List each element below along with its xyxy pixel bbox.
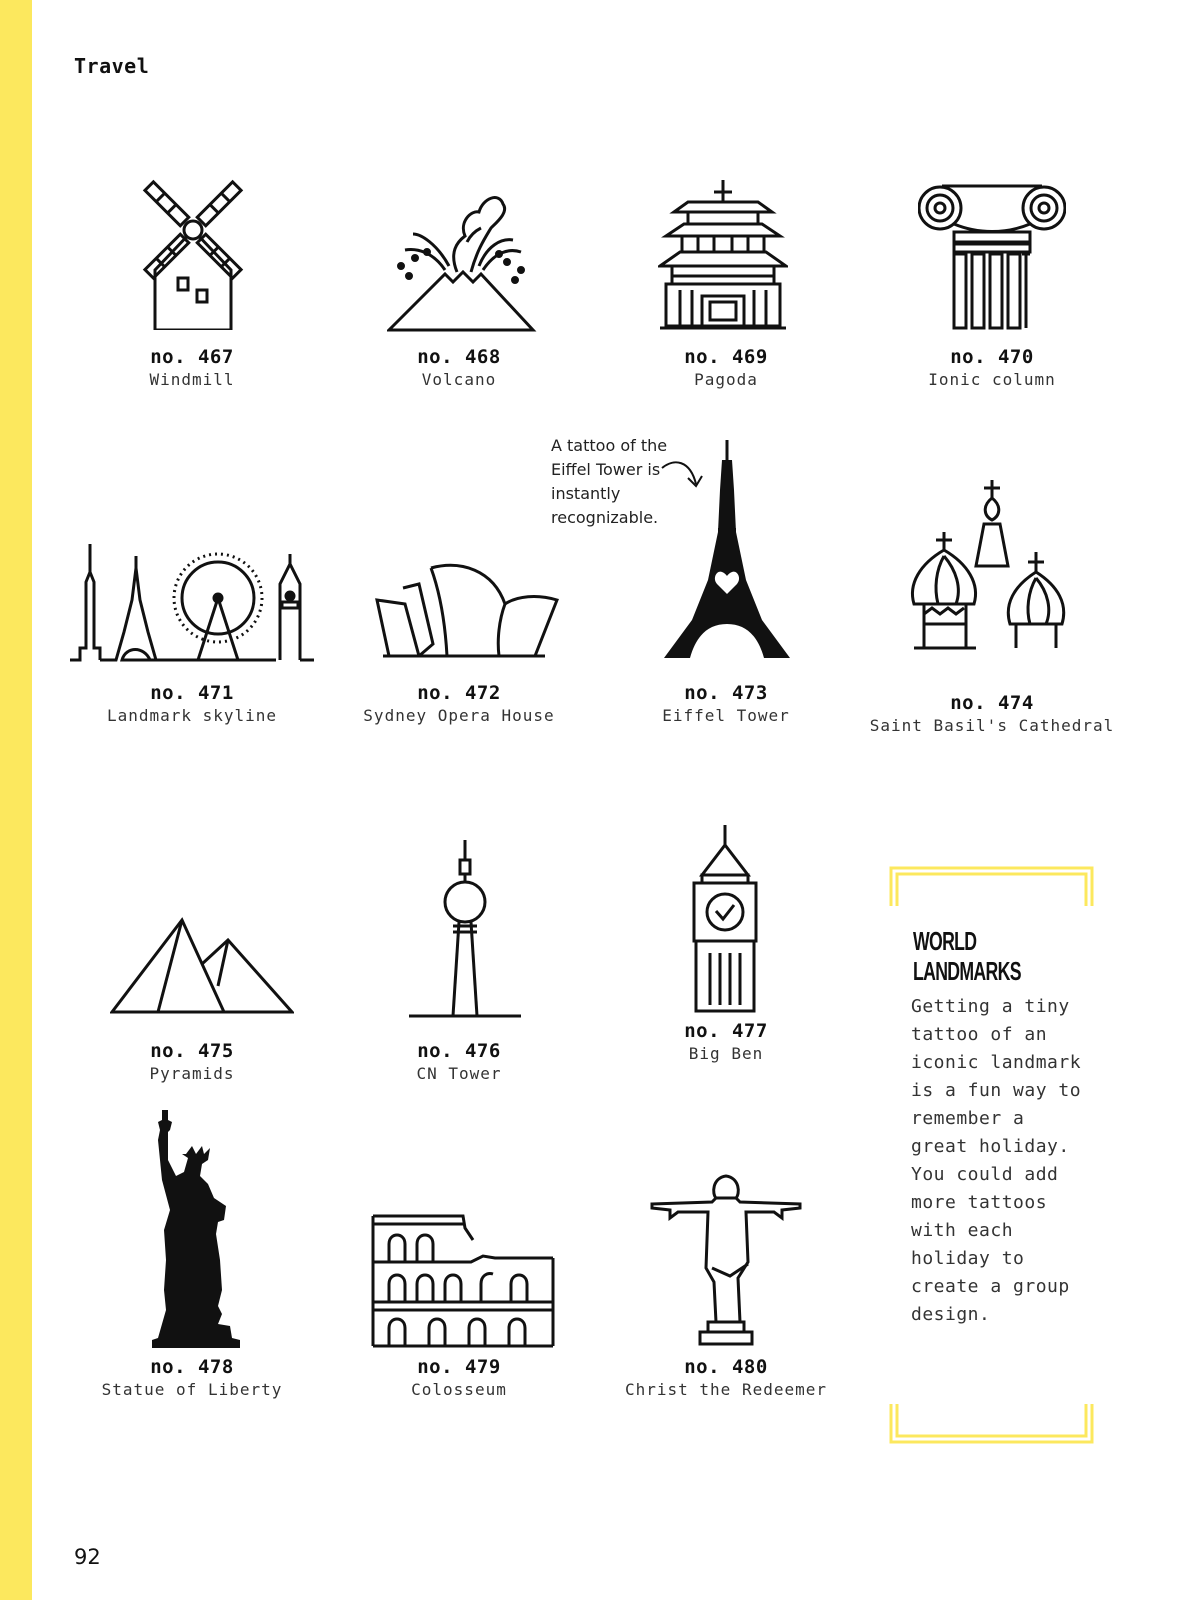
annotation-text: A tattoo of the Eiffel Tower is instantly recognizable.	[551, 436, 668, 527]
item-name: Statue of Liberty	[101, 1380, 283, 1399]
tattoo-item-saint-basils-cathedral	[862, 480, 1122, 740]
item-name: Saint Basil's Cathedral	[869, 716, 1115, 735]
tattoo-item-cn-tower	[329, 840, 589, 1083]
item-name: Christ the Redeemer	[624, 1380, 828, 1399]
pyramids-icon	[110, 914, 294, 1014]
ionic-column-icon	[918, 182, 1066, 332]
tattoo-item-statue-of-liberty	[62, 1110, 322, 1420]
big-ben-icon	[690, 825, 760, 1015]
world-landmarks-sidebar	[889, 866, 1095, 1444]
item-name: Landmark skyline	[106, 706, 278, 725]
tattoo-item-big-ben	[596, 825, 856, 1080]
statue-of-liberty-icon	[148, 1110, 240, 1348]
item-caption	[596, 682, 856, 725]
item-number: no. 470	[950, 346, 1034, 368]
cn-tower-icon	[407, 840, 523, 1018]
item-number: no. 479	[417, 1356, 501, 1378]
item-name: Pagoda	[694, 370, 758, 389]
sidebar-title: WORLD LANDMARKS	[913, 926, 1021, 986]
colosseum-icon	[371, 1214, 555, 1348]
item-name: CN Tower	[416, 1064, 502, 1083]
item-number: no. 472	[417, 682, 501, 704]
item-number: no. 476	[417, 1040, 501, 1062]
tattoo-item-pyramids	[62, 910, 322, 1083]
item-caption	[596, 346, 856, 389]
tattoo-item-colosseum	[329, 1210, 589, 1420]
tattoo-item-pagoda	[596, 170, 856, 400]
item-number: no. 477	[684, 1020, 768, 1042]
windmill-icon	[133, 170, 253, 330]
item-caption	[862, 692, 1122, 735]
tattoo-item-sydney-opera-house	[329, 530, 589, 740]
sydney-opera-house-icon	[375, 560, 559, 660]
tattoo-item-ionic-column	[862, 170, 1122, 400]
item-number: no. 474	[950, 692, 1034, 714]
item-caption	[329, 1356, 589, 1399]
volcano-icon	[387, 182, 537, 332]
landmark-skyline-icon	[70, 542, 314, 662]
item-caption	[62, 682, 322, 725]
item-name: Sydney Opera House	[363, 706, 555, 725]
item-name: Big Ben	[688, 1044, 764, 1063]
item-number: no. 469	[684, 346, 768, 368]
item-caption	[329, 682, 589, 725]
item-number: no. 467	[150, 346, 234, 368]
item-number: no. 475	[150, 1040, 234, 1062]
christ-the-redeemer-icon	[650, 1172, 802, 1348]
item-caption	[62, 346, 322, 389]
tattoo-item-windmill	[62, 170, 322, 400]
item-name: Pyramids	[149, 1064, 235, 1083]
tattoo-item-volcano	[329, 170, 589, 400]
item-caption	[62, 1356, 322, 1399]
item-caption	[62, 1040, 322, 1083]
item-name: Windmill	[149, 370, 235, 389]
item-name: Volcano	[421, 370, 497, 389]
item-number: no. 478	[150, 1356, 234, 1378]
tattoo-item-eiffel-tower	[596, 440, 856, 740]
item-caption	[596, 1356, 856, 1399]
item-number: no. 468	[417, 346, 501, 368]
eiffel-tower-icon	[662, 440, 792, 660]
sidebar-body: Getting a tiny tattoo of an iconic landmark is a fun way to remember a great holiday. You could add more tattoos with each holiday to create a group design.	[911, 996, 1082, 1325]
item-caption	[329, 1040, 589, 1083]
item-number: no. 471	[150, 682, 234, 704]
yellow-margin-bar	[0, 0, 32, 1600]
saint-basils-cathedral-icon	[906, 480, 1076, 660]
item-name: Eiffel Tower	[662, 706, 790, 725]
tattoo-item-christ-the-redeemer	[596, 1170, 856, 1420]
item-number: no. 473	[684, 682, 768, 704]
section-title: Travel	[74, 54, 150, 78]
item-number: no. 480	[684, 1356, 768, 1378]
item-name: Colosseum	[411, 1380, 507, 1399]
item-caption	[596, 1020, 856, 1063]
page-number: 92	[74, 1545, 101, 1569]
pagoda-icon	[658, 180, 788, 332]
item-caption	[862, 346, 1122, 389]
tattoo-item-landmark-skyline	[62, 530, 322, 740]
item-caption	[329, 346, 589, 389]
item-name: Ionic column	[928, 370, 1056, 389]
